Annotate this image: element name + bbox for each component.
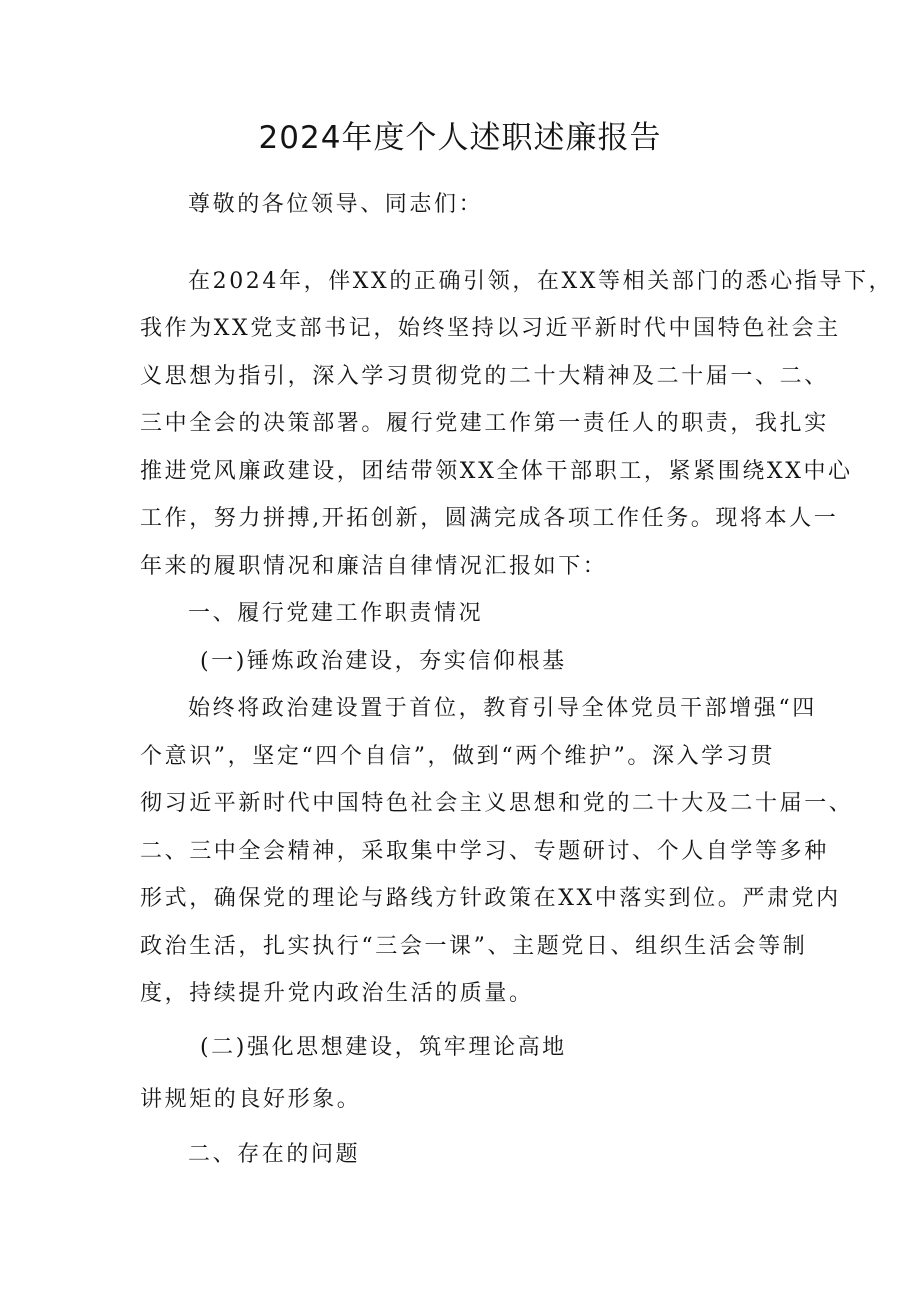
intro-line: 年来的履职情况和廉洁自律情况汇报如下： bbox=[140, 554, 608, 579]
subsection-heading: (一)锤炼政治建设，夯实信仰根基 bbox=[200, 649, 567, 674]
intro-line: 三中全会的决策部署。履行党建工作第一责任人的职责，我扎实 bbox=[140, 411, 829, 436]
salutation: 尊敬的各位领导、同志们： bbox=[188, 192, 484, 217]
paragraph-line: 个意识”，坚定“四个自信”，做到“两个维护”。深入学习贯 bbox=[140, 744, 776, 769]
section-heading: 二、存在的问题 bbox=[188, 1142, 361, 1167]
intro-line: 在2024年，伴XX的正确引领，在XX等相关部门的悉心指导下， bbox=[188, 269, 894, 294]
section-heading: 一、履行党建工作职责情况 bbox=[188, 601, 484, 626]
paragraph-line: 度，持续提升党内政治生活的质量。 bbox=[140, 981, 534, 1006]
paragraph-line: 讲规矩的良好形象。 bbox=[140, 1087, 362, 1112]
intro-line: 我作为XX党支部书记，始终坚持以习近平新时代中国特色社会主 bbox=[140, 316, 841, 341]
intro-line: 推进党风廉政建设，团结带领XX全体干部职工，紧紧围绕XX中心 bbox=[140, 459, 853, 484]
paragraph-line: 彻习近平新时代中国特色社会主义思想和党的二十大及二十届一、 bbox=[140, 791, 854, 816]
intro-line: 工作，努力拼搏,开拓创新，圆满完成各项工作任务。现将本人一 bbox=[140, 506, 839, 531]
intro-line: 义思想为指引，深入学习贯彻党的二十大精神及二十届一、二、 bbox=[140, 364, 829, 389]
subsection-heading: (二)强化思想建设，筑牢理论高地 bbox=[200, 1035, 567, 1060]
paragraph-line: 始终将政治建设置于首位，教育引导全体党员干部增强“四 bbox=[188, 696, 817, 721]
document-title: 2024年度个人述职述廉报告 bbox=[258, 120, 662, 156]
paragraph-line: 形式，确保党的理论与路线方针政策在XX中落实到位。严肃党内 bbox=[140, 886, 841, 911]
paragraph-line: 政治生活，扎实执行“三会一课”、主题党日、组织生活会等制 bbox=[140, 934, 808, 959]
paragraph-line: 二、三中全会精神，采取集中学习、专题研讨、个人自学等多种 bbox=[140, 839, 829, 864]
